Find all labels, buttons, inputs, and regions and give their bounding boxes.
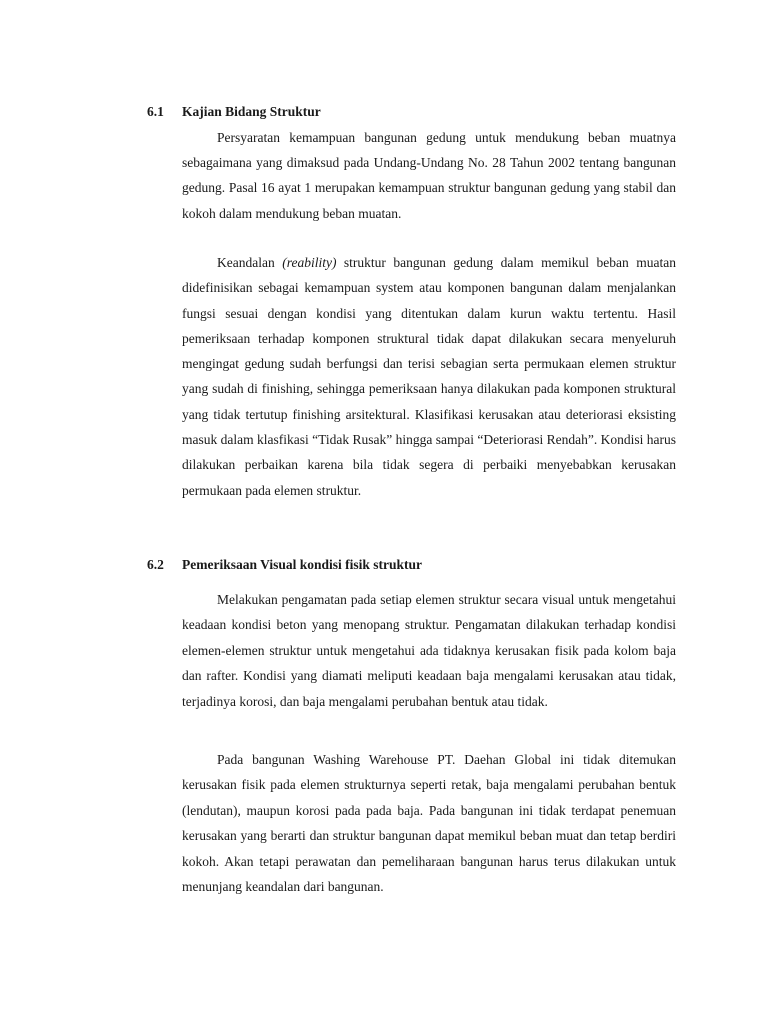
section-heading xyxy=(147,103,677,121)
section-heading xyxy=(147,556,677,574)
section-number: 6.1 xyxy=(147,104,164,119)
body-paragraph: Persyaratan kemampuan bangunan gedung untuk mendukung beban muatnya sebagaimana yang dimaksud pada Undang-Undang No. 28 Tahun 2002 tentang bangunan gedung. Pasal 16 ayat 1 merupakan kemampuan struktur bangunan gedung yang stabil dan kokoh dalam mendukung beban muatan. xyxy=(182,130,676,221)
italic-term: (reability) xyxy=(282,255,337,270)
body-paragraph xyxy=(182,250,676,503)
section-title: Pemeriksaan Visual kondisi fisik struktur xyxy=(182,557,423,572)
section-title: Kajian Bidang Struktur xyxy=(182,104,321,119)
paragraph-text: Keandalan xyxy=(217,255,283,270)
body-paragraph: Pada bangunan Washing Warehouse PT. Daehan Global ini tidak ditemukan kerusakan fisik pada elemen strukturnya seperti retak, baja mengalami perubahan bentuk (lendutan), maupun korosi pada pada baja. Pada bangunan ini tidak terdapat penemuan kerusakan yang berarti dan struktur bangunan dapat memikul beban muat dan tetap berdiri kokoh. Akan tetapi perawatan dan pemeliharaan bangunan harus terus dilakukan untuk menunjang keandalan dari bangunan. xyxy=(182,752,676,895)
section-number: 6.2 xyxy=(147,557,164,572)
paragraph-text: struktur bangunan gedung dalam memikul beban muatan didefinisikan sebagai kemampuan system atau komponen bangunan dalam menjalankan fungsi sesuai dengan kondisi yang ditentukan dalam kurun waktu tertentu. Hasil pemeriksaan terhadap komponen struktural tidak dapat dilakukan secara menyeluruh mengingat gedung sudah berfungsi dan terisi sebagian serta permukaan elemen struktur yang sudah di finishing, sehingga pemeriksaan hanya dilakukan pada komponen struktural yang tidak tertutup finishing arsitektural. Klasifikasi kerusakan atau deteriorasi eksisting masuk dalam klasfikasi “Tidak Rusak” hingga sampai “Deteriorasi Rendah”. Kondisi harus dilakukan perbaikan karena bila tidak segera di perbaiki menyebabkan kerusakan permukaan pada elemen struktur. xyxy=(182,255,677,498)
body-paragraph: Melakukan pengamatan pada setiap elemen struktur secara visual untuk mengetahui keadaan kondisi beton yang menopang struktur. Pengamatan dilakukan terhadap kondisi elemen-elemen struktur untuk mengetahui ada tidaknya kerusakan fisik pada kolom baja dan rafter. Kondisi yang diamati meliputi keadaan baja mengalami kerusakan atau tidak, terjadinya korosi, dan baja mengalami perubahan bentuk atau tidak. xyxy=(182,592,676,709)
